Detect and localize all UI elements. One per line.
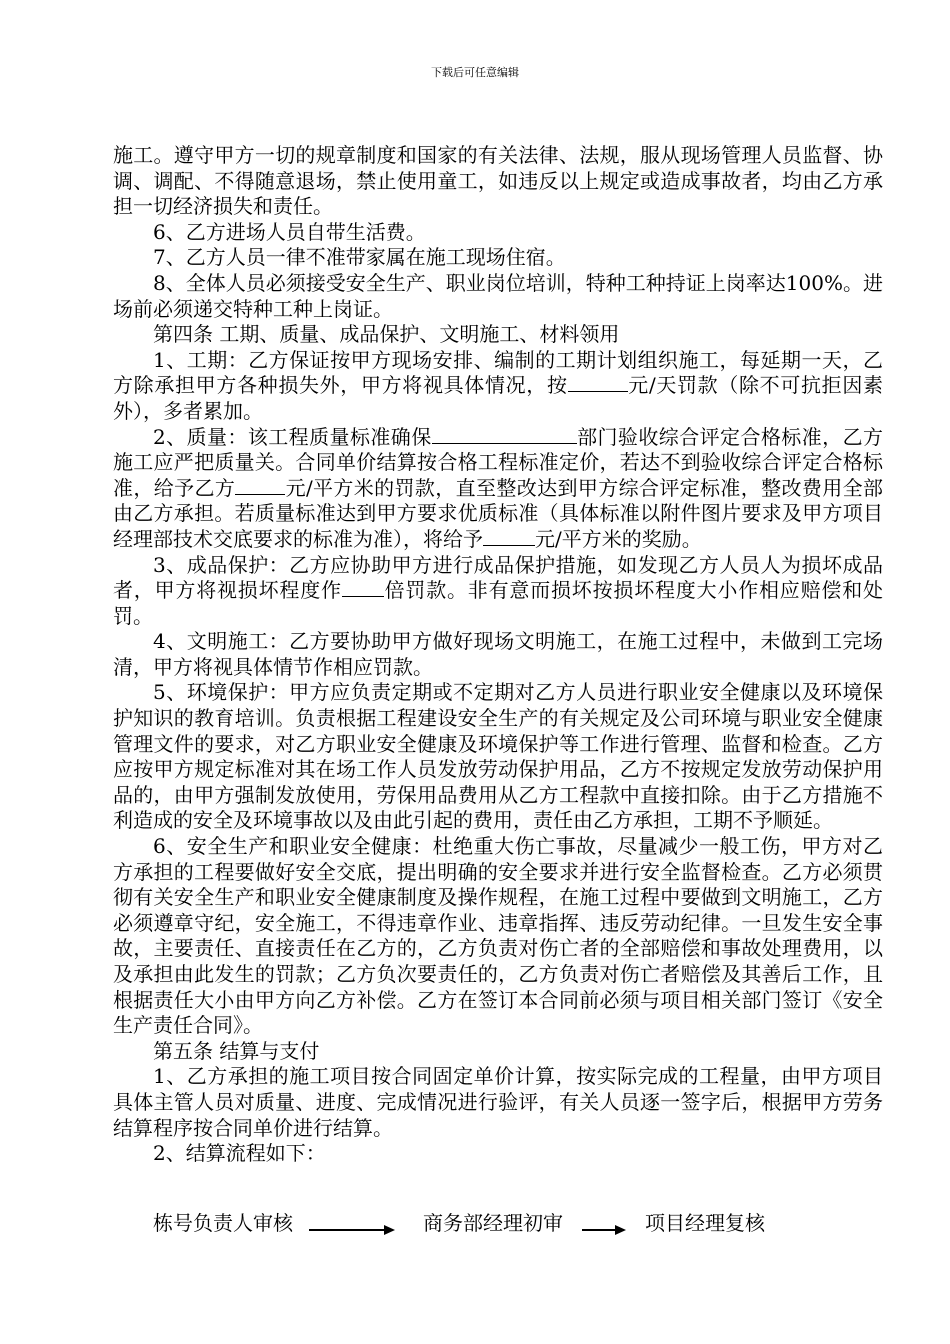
clause-quality-text-c: 元/平方米的罚款，直至整改达到甲方综合评定标准，整改费用全部由乙方承担。若质量标准达到甲方要求优质标准（具体标准以附件图片要求及甲方项目经理部技术交底要求的标准为准），将给予: [113, 475, 883, 551]
flow-step-building-lead-review: 栋号负责人审核: [153, 1211, 293, 1235]
clause-civilized-construction: 4、文明施工：乙方要协助甲方做好现场文明施工，在施工过程中，未做到工完场清，甲方将视具体情节作相应罚款。: [113, 629, 883, 679]
contract-body: [113, 143, 883, 1167]
clause-product-protection: [113, 553, 883, 630]
clause-safety-health: 6、安全生产和职业安全健康：杜绝重大伤亡事故，尽量减少一般工伤，甲方对乙方承担的工程要做好安全交底，提出明确的安全要求并进行安全监督检查。乙方必须贯彻有关安全生产和职业安全健康制度及操作规程，在施工过程中要做到文明施工，乙方必须遵章守纪，安全施工，不得违章作业、违章指挥、违反劳动纪律。一旦发生安全事故，主要责任、直接责任在乙方的，乙方负责对伤亡者的全部赔偿和事故处理费用，以及承担由此发生的罚款；乙方负次要责任的，乙方负责对伤亡者赔偿及其善后工作，且根据责任大小由甲方向乙方补偿。乙方在签订本合同前必须与项目相关部门签订《安全生产责任合同》。: [113, 834, 883, 1038]
clause-schedule-text-b: 元/天罚款（除不可抗拒因素外），多者累加。: [113, 373, 883, 423]
clause-6-living-expenses: 6、乙方进场人员自带生活费。: [153, 219, 426, 244]
fill-blank: [432, 425, 577, 444]
clause-schedule-text-a: 1、工期：乙方保证按甲方现场安排、编制的工期计划组织施工，每延期一天，乙方除承担甲方各种损失外，甲方将视具体情况，按: [113, 347, 883, 398]
fill-blank: [235, 476, 285, 495]
flow-step-commerce-manager-review: 商务部经理初审: [423, 1211, 563, 1235]
fill-blank: [483, 527, 535, 546]
clause-quality-text-d: 元/平方米的奖励。: [535, 526, 702, 551]
fill-blank: [342, 578, 384, 597]
arrow-right-icon: [581, 1208, 627, 1238]
article-5-title: 第五条 结算与支付: [153, 1038, 320, 1063]
flow-step-project-manager-review: 项目经理复核: [645, 1211, 765, 1235]
clause-settlement-basis: 1、乙方承担的施工项目按合同固定单价计算，按实际完成的工程量，由甲方项目具体主管人员对质量、进度、完成情况进行验评，有关人员逐一签字后，根据甲方劳务结算程序按合同单价进行结算。: [113, 1064, 883, 1140]
arrow-right-icon: [308, 1208, 396, 1238]
settlement-flowchart: [153, 1208, 853, 1238]
fill-blank: [568, 373, 628, 392]
clause-7-no-family: 7、乙方人员一律不准带家属在施工现场住宿。: [153, 245, 566, 270]
clause-protection-text-a: 3、成品保护：乙方应协助甲方进行成品保护措施，如发现乙方人员人为损坏成品者，甲方将视损坏程度作: [113, 552, 883, 603]
article-4-title: 第四条 工期、质量、成品保护、文明施工、材料领用: [153, 322, 620, 347]
clause-quality-text-b: 部门验收综合评定合格标准，乙方施工应严把质量关。合同单价结算按合格工程标准定价，若达不到验收综合评定合格标准，给予乙方: [113, 424, 884, 500]
page-header-note: 下载后可任意编辑: [431, 66, 519, 79]
clause-schedule: [113, 348, 883, 425]
clause-8-safety-training: 8、全体人员必须接受安全生产、职业岗位培训，特种工种持证上岗率达100%。进场前必须递交特种工种上岗证。: [113, 270, 883, 321]
clause-quality: [113, 425, 883, 553]
clause-environment-protection: 5、环境保护：甲方应负责定期或不定期对乙方人员进行职业安全健康以及环境保护知识的教育培训。负责根据工程建设安全生产的有关规定及公司环境与职业安全健康管理文件的要求，对乙方职业安全健康及环境保护等工作进行管理、监督和检查。乙方应按甲方规定标准对其在场工作人员发放劳动保护用品，乙方不按规定发放劳动保护用品的，由甲方强制发放使用，劳保用品费用从乙方工程款中直接扣除。由于乙方措施不利造成的安全及环境事故以及由此引起的费用，责任由乙方承担，工期不予顺延。: [113, 680, 883, 833]
paragraph-construction-rules: 施工。遵守甲方一切的规章制度和国家的有关法律、法规，服从现场管理人员监督、协调、调配、不得随意退场，禁止使用童工，如违反以上规定或造成事故者，均由乙方承担一切经济损失和责任。: [113, 143, 883, 219]
clause-settlement-flow-intro: 2、结算流程如下：: [153, 1141, 326, 1166]
clause-protection-text-b: 倍罚款。非有意而损坏按损坏程度大小作相应赔偿和处罚。: [113, 578, 884, 628]
clause-quality-text-a: 2、质量：该工程质量标准确保: [153, 424, 432, 449]
